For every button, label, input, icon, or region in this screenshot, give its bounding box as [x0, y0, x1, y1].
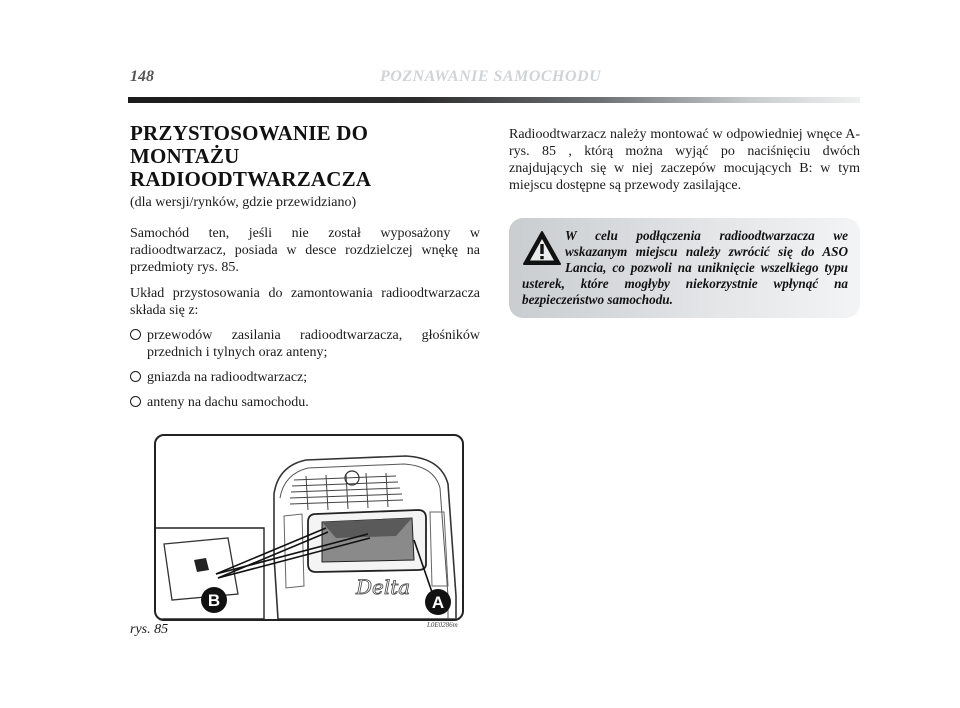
warning-text-container: [522, 228, 848, 308]
left-column: [130, 122, 480, 419]
figure-caption: rys. 85: [130, 622, 169, 637]
list-item-text: gniazda na radioodtwarzacz;: [147, 370, 308, 385]
callout-a-label: A: [431, 593, 445, 612]
bullet-circle-icon: [130, 371, 141, 382]
figure-radio-recess: [154, 434, 464, 621]
delta-logo: Delta: [356, 575, 411, 599]
mounting-paragraph: Radioodtwarzacz należy montować w odpowiedniej wnęce A-rys. 85 , którą można wyjąć po naciśnięciu dwóch znajdujących się w niej zaczepów mocujących B: w tym miejscu dostępne są przewody zasilające.: [509, 127, 860, 193]
list-item: [130, 394, 480, 411]
components-list: [130, 327, 480, 411]
section-title: PRZYSTOSOWANIE DO MONTAŻU RADIOODTWARZACZA: [130, 121, 372, 191]
section-subtitle: (dla wersji/rynków, gdzie przewidziano): [130, 195, 357, 210]
warning-text: W celu podłączenia radioodtwarzacza we wskazanym miejscu należy zwrócić się do ASO Lancia, co pozwoli na uniknięcie wszelkiego typu usterek, które mogłyby niekorzystnie wpłynąć na bezpieczeństwo samochodu.: [522, 228, 848, 307]
warning-box: [509, 218, 860, 318]
bullet-circle-icon: [130, 329, 141, 340]
header-rule: [128, 97, 860, 103]
list-item-text: anteny na dachu samochodu.: [147, 395, 309, 410]
list-item: [130, 369, 480, 386]
page-number: 148: [130, 68, 154, 85]
bullet-circle-icon: [130, 396, 141, 407]
list-item: [130, 327, 480, 361]
dashboard-illustration: [156, 436, 462, 619]
list-item-text: przewodów zasilania radioodtwarzacza, głośników przednich i tylnych oraz anteny;: [147, 328, 480, 360]
callout-b-label: B: [207, 591, 221, 610]
figure-code: L0E0286m: [427, 621, 458, 629]
right-column: [509, 126, 860, 194]
running-head: POZNAWANIE SAMOCHODU: [380, 68, 602, 85]
composition-paragraph: Układ przystosowania do zamontowania radioodtwarzacza składa się z:: [130, 286, 480, 318]
intro-paragraph: Samochód ten, jeśli nie został wyposażony w radioodtwarzacz, posiada w desce rozdzielczej wnękę na przedmioty rys. 85.: [130, 226, 480, 275]
